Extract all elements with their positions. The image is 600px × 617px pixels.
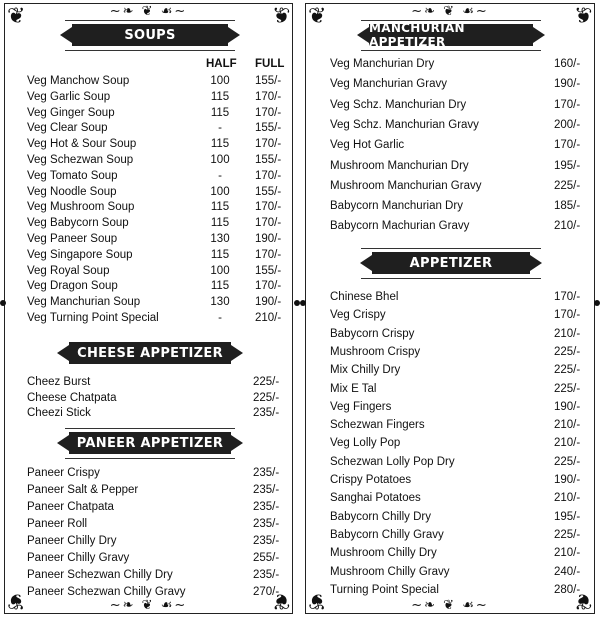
- item-name: Cheez Burst: [27, 376, 91, 388]
- divider-dot: [300, 300, 306, 306]
- section-title: SOUPS: [124, 27, 176, 43]
- menu-item-row: [27, 232, 287, 246]
- menu-item-row: [27, 90, 287, 104]
- menu-item-row: [27, 185, 287, 199]
- banner-rule: [65, 50, 235, 51]
- item-full-price: 170/-: [255, 106, 282, 119]
- item-name: Veg Schezwan Soup: [27, 154, 134, 166]
- menu-item-row: [330, 382, 592, 396]
- item-name: Veg Manchurian Gravy: [330, 78, 447, 91]
- item-name: Veg Turning Point Special: [27, 312, 159, 324]
- menu-item-row: [330, 528, 592, 542]
- menu-item-row: [27, 295, 287, 309]
- menu-item-row: [330, 308, 592, 322]
- item-price: 195/-: [554, 510, 581, 523]
- item-full-price: 190/-: [255, 296, 282, 309]
- flourish-ornament-icon: ~❧ ❦ ☙~: [411, 4, 489, 19]
- item-name: Babycorn Chilly Gravy: [330, 528, 444, 541]
- item-name: Veg Dragon Soup: [27, 280, 118, 293]
- item-name: Cheese Chatpata: [27, 391, 117, 404]
- menu-item-row: [27, 137, 287, 151]
- menu-item-row: [330, 159, 592, 173]
- menu-item-row: [330, 418, 592, 432]
- item-price: 210/-: [554, 492, 581, 505]
- item-name: Babycorn Crispy: [330, 327, 415, 340]
- item-name: Veg Ginger Soup: [27, 106, 115, 119]
- item-name: Sanghai Potatoes: [330, 492, 421, 505]
- item-price: 170/-: [554, 309, 581, 322]
- item-price: 225/-: [554, 382, 581, 395]
- item-name: Paneer Crispy: [27, 467, 100, 479]
- item-price: 170/-: [554, 139, 581, 152]
- item-name: Cheezi Stick: [27, 407, 91, 419]
- item-price: 195/-: [554, 159, 581, 172]
- item-price: 225/-: [554, 455, 581, 468]
- section-title: PANEER APPETIZER: [76, 435, 224, 451]
- item-full-price: 210/-: [255, 312, 282, 324]
- item-name: Veg Fingers: [330, 400, 392, 413]
- item-price: 190/-: [554, 78, 581, 91]
- menu-item-row: [330, 400, 592, 414]
- full-column-header: FULL: [255, 58, 285, 70]
- section-banner-appetizer: [372, 252, 530, 274]
- item-half-price: 100: [210, 264, 230, 277]
- banner-rule: [65, 20, 235, 21]
- item-price: 210/-: [554, 437, 581, 450]
- item-name: Crispy Potatoes: [330, 474, 412, 486]
- menu-item-row: [27, 264, 287, 278]
- item-half-price: -: [218, 312, 222, 324]
- item-price: 190/-: [554, 474, 581, 486]
- divider-dot: [594, 300, 600, 306]
- item-price: 235/-: [253, 518, 280, 530]
- item-full-price: 170/-: [255, 217, 282, 230]
- item-name: Mushroom Chilly Dry: [330, 547, 437, 560]
- item-name: Veg Tomato Soup: [27, 169, 118, 182]
- section-banner-manchurian: [369, 21, 533, 49]
- item-name: Paneer Roll: [27, 518, 88, 530]
- item-name: Paneer Schezwan Chilly Gravy: [27, 586, 186, 598]
- menu-item-row: [330, 57, 592, 71]
- item-full-price: 190/-: [255, 233, 282, 245]
- item-full-price: 170/-: [255, 90, 282, 103]
- item-price: 170/-: [554, 98, 581, 111]
- corner-ornament-icon: ❦: [573, 4, 592, 29]
- item-full-price: 155/-: [255, 154, 282, 166]
- menu-item-row: [330, 345, 592, 359]
- item-name: Babycorn Machurian Gravy: [330, 220, 470, 233]
- item-name: Veg Lolly Pop: [330, 437, 401, 450]
- left-menu-panel: [4, 3, 293, 614]
- item-price: 160/-: [554, 58, 581, 70]
- menu-item-row: [27, 200, 287, 214]
- item-name: Mushroom Crispy: [330, 345, 421, 358]
- item-name: Mix E Tal: [330, 382, 377, 395]
- item-half-price: 115: [210, 106, 230, 119]
- section-banner-soups: [72, 24, 228, 46]
- menu-item-row: [330, 491, 592, 505]
- menu-item-row: [27, 74, 287, 88]
- item-name: Chinese Bhel: [330, 291, 399, 303]
- item-price: 235/-: [253, 467, 280, 479]
- menu-item-row: [330, 219, 592, 233]
- item-price: 185/-: [554, 200, 581, 213]
- menu-item-row: [27, 406, 289, 420]
- item-full-price: 170/-: [255, 280, 282, 293]
- item-price: 170/-: [554, 291, 581, 303]
- menu-item-row: [27, 391, 289, 405]
- item-half-price: 115: [210, 90, 230, 103]
- item-price: 225/-: [554, 364, 581, 377]
- item-name: Veg Schz. Manchurian Gravy: [330, 118, 479, 131]
- corner-ornament-icon: ❦: [271, 4, 290, 29]
- menu-item-row: [330, 290, 592, 304]
- item-name: Veg Noodle Soup: [27, 185, 117, 198]
- item-half-price: 100: [210, 75, 230, 87]
- item-name: Paneer Salt & Pepper: [27, 484, 139, 496]
- banner-rule: [65, 458, 235, 459]
- item-half-price: 100: [210, 154, 230, 166]
- menu-item-row: [330, 199, 592, 213]
- item-half-price: 130: [210, 233, 230, 245]
- item-full-price: 170/-: [255, 169, 282, 182]
- item-name: Schezwan Lolly Pop Dry: [330, 455, 455, 468]
- corner-ornament-icon: ❦: [308, 588, 327, 613]
- item-price: 235/-: [253, 407, 280, 419]
- flourish-ornament-icon: ~❧ ❦ ☙~: [411, 598, 489, 613]
- banner-rule: [361, 248, 541, 249]
- item-full-price: 170/-: [255, 201, 282, 214]
- item-half-price: -: [218, 122, 222, 135]
- menu-item-row: [330, 138, 592, 152]
- item-half-price: 100: [210, 185, 230, 198]
- menu-item-row: [330, 118, 592, 132]
- item-name: Veg Singapore Soup: [27, 248, 133, 261]
- flourish-ornament-icon: ~❧ ❦ ☙~: [109, 598, 188, 613]
- item-price: 235/-: [253, 484, 280, 496]
- corner-ornament-icon: ❦: [7, 588, 26, 613]
- menu-item-row: [330, 583, 592, 597]
- item-name: Turning Point Special: [330, 583, 439, 596]
- item-price: 210/-: [554, 419, 581, 432]
- item-name: Veg Manchow Soup: [27, 75, 130, 87]
- menu-item-row: [330, 363, 592, 377]
- item-name: Veg Clear Soup: [27, 122, 108, 135]
- item-price: 210/-: [554, 327, 581, 340]
- half-column-header: HALF: [206, 58, 237, 70]
- item-price: 280/-: [554, 583, 581, 596]
- item-name: Veg Mushroom Soup: [27, 201, 135, 214]
- item-price: 225/-: [554, 179, 581, 192]
- item-name: Mushroom Manchurian Dry: [330, 159, 469, 172]
- menu-item-row: [27, 551, 289, 565]
- menu-item-row: [330, 546, 592, 560]
- menu-item-row: [27, 568, 289, 582]
- menu-item-row: [27, 466, 289, 480]
- menu-item-row: [27, 248, 287, 262]
- item-name: Veg Manchurian Dry: [330, 58, 435, 70]
- menu-item-row: [27, 517, 289, 531]
- item-price: 235/-: [253, 535, 280, 547]
- item-price: 225/-: [554, 528, 581, 541]
- menu-item-row: [27, 375, 289, 389]
- corner-ornament-icon: ❦: [573, 588, 592, 613]
- item-price: 240/-: [554, 565, 581, 578]
- item-name: Veg Babycorn Soup: [27, 217, 129, 230]
- corner-ornament-icon: ❦: [7, 4, 26, 29]
- menu-item-row: [330, 565, 592, 579]
- item-price: 210/-: [554, 547, 581, 560]
- menu-item-row: [27, 585, 289, 599]
- item-name: Mushroom Chilly Gravy: [330, 565, 450, 578]
- menu-item-row: [330, 473, 592, 487]
- menu-item-row: [27, 106, 287, 120]
- item-half-price: 115: [210, 138, 230, 151]
- item-full-price: 155/-: [255, 122, 282, 135]
- item-name: Babycorn Manchurian Dry: [330, 200, 463, 213]
- corner-ornament-icon: ❦: [271, 588, 290, 613]
- menu-item-row: [330, 77, 592, 91]
- item-name: Paneer Chatpata: [27, 501, 114, 513]
- item-half-price: 115: [210, 201, 230, 214]
- item-name: Veg Hot Garlic: [330, 139, 405, 152]
- menu-item-row: [27, 483, 289, 497]
- divider-dot: [0, 300, 6, 306]
- item-full-price: 155/-: [255, 264, 282, 277]
- item-name: Veg Crispy: [330, 309, 386, 322]
- banner-rule: [361, 278, 541, 279]
- item-name: Veg Royal Soup: [27, 264, 110, 277]
- item-name: Paneer Chilly Gravy: [27, 552, 130, 564]
- flourish-ornament-icon: ~❧ ❦ ☙~: [109, 4, 188, 19]
- banner-rule: [65, 428, 235, 429]
- item-price: 210/-: [554, 220, 581, 233]
- item-name: Veg Garlic Soup: [27, 90, 111, 103]
- banner-rule: [361, 50, 541, 51]
- item-half-price: 115: [210, 248, 230, 261]
- item-price: 200/-: [554, 118, 581, 131]
- item-name: Schezwan Fingers: [330, 419, 425, 432]
- menu-item-row: [330, 98, 592, 112]
- item-half-price: 115: [210, 280, 230, 293]
- item-full-price: 170/-: [255, 248, 282, 261]
- menu-item-row: [27, 279, 287, 293]
- item-name: Veg Manchurian Soup: [27, 296, 141, 309]
- menu-item-row: [330, 436, 592, 450]
- item-name: Veg Schz. Manchurian Dry: [330, 98, 467, 111]
- section-title: MANCHURIAN APPETIZER: [369, 21, 465, 49]
- right-menu-panel: [305, 3, 595, 614]
- item-full-price: 155/-: [255, 185, 282, 198]
- item-price: 235/-: [253, 501, 280, 513]
- menu-item-row: [330, 327, 592, 341]
- menu-item-row: [27, 500, 289, 514]
- item-price: 190/-: [554, 400, 581, 413]
- menu-item-row: [27, 153, 287, 167]
- menu-item-row: [27, 311, 287, 325]
- item-full-price: 170/-: [255, 138, 282, 151]
- item-name: Babycorn Chilly Dry: [330, 510, 431, 523]
- menu-item-row: [27, 169, 287, 183]
- item-price: 235/-: [253, 569, 280, 581]
- menu-item-row: [330, 455, 592, 469]
- section-title: CHEESE APPETIZER: [77, 345, 223, 361]
- menu-item-row: [330, 510, 592, 524]
- section-banner-cheese: [69, 342, 231, 364]
- item-full-price: 155/-: [255, 75, 282, 87]
- item-name: Paneer Schezwan Chilly Dry: [27, 569, 173, 581]
- menu-item-row: [27, 216, 287, 230]
- corner-ornament-icon: ❦: [308, 4, 327, 29]
- item-price: 225/-: [253, 376, 280, 388]
- item-name: Mix Chilly Dry: [330, 364, 401, 377]
- item-price: 255/-: [253, 552, 280, 564]
- item-half-price: -: [218, 169, 222, 182]
- menu-item-row: [27, 121, 287, 135]
- menu-item-row: [27, 534, 289, 548]
- item-name: Mushroom Manchurian Gravy: [330, 179, 482, 192]
- item-half-price: 130: [210, 296, 230, 309]
- item-price: 270/-: [253, 586, 280, 598]
- item-price: 225/-: [253, 391, 280, 404]
- section-title: APPETIZER: [409, 255, 493, 271]
- section-banner-paneer: [69, 432, 231, 454]
- item-half-price: 115: [210, 217, 230, 230]
- menu-item-row: [330, 179, 592, 193]
- item-name: Paneer Chilly Dry: [27, 535, 117, 547]
- item-name: Veg Paneer Soup: [27, 233, 118, 245]
- item-name: Veg Hot & Sour Soup: [27, 138, 137, 151]
- item-price: 225/-: [554, 345, 581, 358]
